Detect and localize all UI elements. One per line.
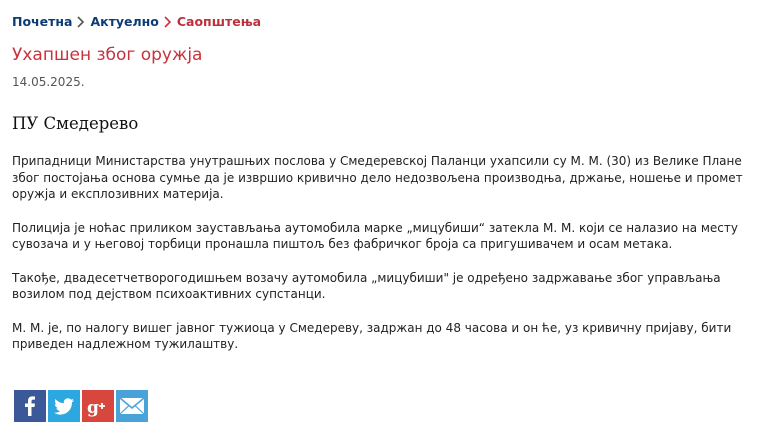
article-date: 14.05.2025. [12, 75, 85, 89]
share-buttons [14, 390, 148, 422]
breadcrumb-home-link[interactable]: Почетна [12, 14, 73, 29]
article-subtitle: ПУ Смедерево [12, 114, 139, 133]
google-plus-share-button[interactable] [82, 390, 114, 422]
page-title: Ухапшен због оружја [12, 45, 203, 65]
article-paragraph: Полиција је ноћас приликом заустављања аутомобила марке „мицубиши“ затекла М. М. који се налазио на месту сувозача и у његовој торбици пронашла пиштољ без фабричког броја са пригушивачем и осам метака. [12, 220, 738, 251]
google-plus-icon [82, 390, 114, 422]
svg-text:g: g [87, 398, 99, 418]
facebook-icon [14, 390, 46, 422]
article-paragraph: М. М. је, по налогу вишег јавног тужиоца у Смедереву, задржан до 48 часова и он ће, уз кривичну пријаву, бити приведен надлежном тужилаштву. [12, 320, 732, 351]
article-body [12, 153, 752, 370]
twitter-share-button[interactable] [48, 390, 80, 422]
facebook-share-button[interactable] [14, 390, 46, 422]
article-paragraph: Такође, двадесетчетворогодишњем возачу аутомобила „мицубиши" је одређено задржавање због управљања возилом под дејством психоактивних супстанци. [12, 270, 721, 301]
breadcrumb-news-link[interactable]: Актуелно [90, 14, 159, 29]
chevron-right-icon [159, 14, 177, 30]
breadcrumb-current-link[interactable]: Саопштења [176, 14, 262, 29]
breadcrumb [12, 14, 261, 30]
email-share-button[interactable] [116, 390, 148, 422]
twitter-icon [48, 390, 80, 422]
article-paragraph: Припадници Министарства унутрашњих послова у Смедеревској Паланци ухапсили су М. М. (30) из Велике Плане због постојања основа сумње да је извршио кривично дело недозвољена производња, држање, ношење и промет оружја и експлозивних материја. [12, 154, 743, 201]
chevron-right-icon [72, 14, 90, 30]
email-icon [116, 390, 148, 422]
